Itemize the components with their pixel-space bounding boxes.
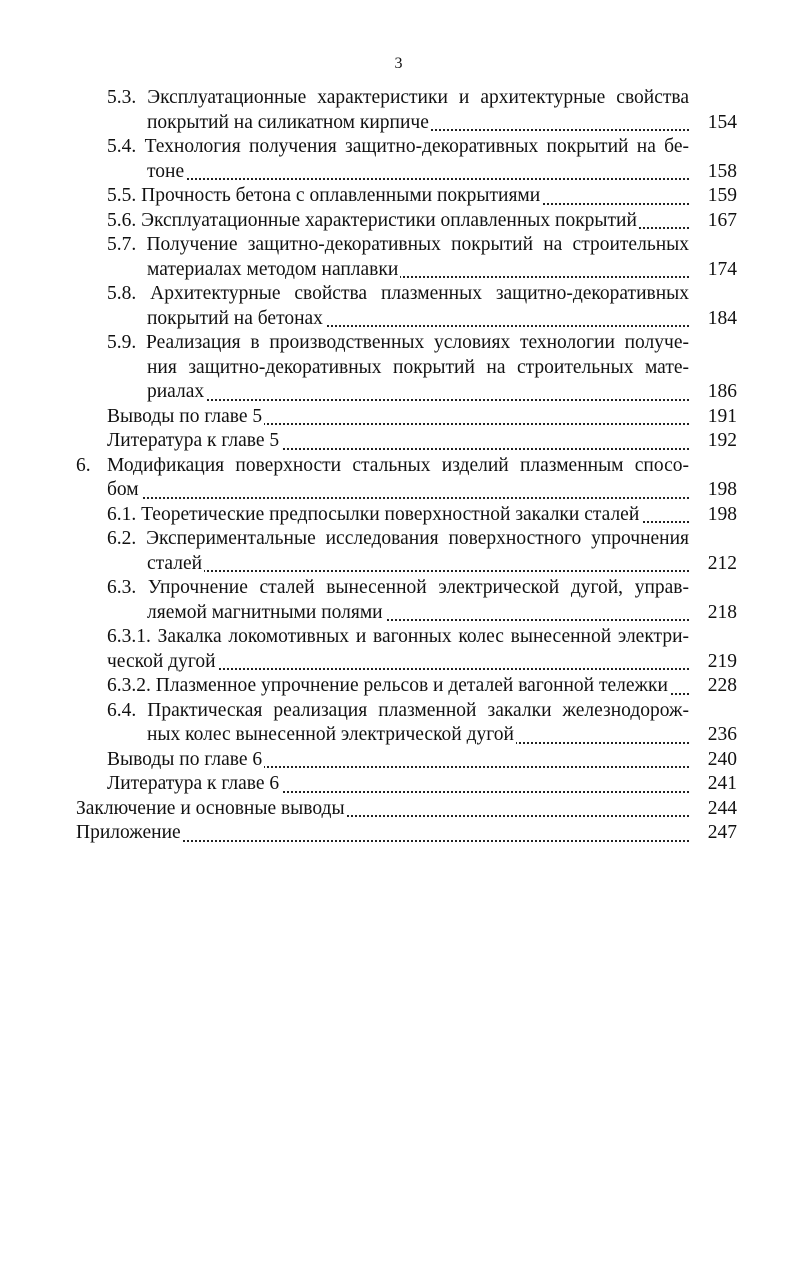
toc-entry-text: покрытий на силикатном кирпиче <box>147 111 429 133</box>
toc-entry-text: ческой дугой <box>107 650 216 672</box>
table-of-contents <box>0 86 797 846</box>
toc-page-number: 192 <box>707 430 737 451</box>
toc-entry-text: 6.2. Экспериментальные исследования поверхностного упрочнения <box>107 528 689 549</box>
toc-page-number: 186 <box>707 381 737 402</box>
toc-page-number: 218 <box>707 601 737 623</box>
toc-page-number: 154 <box>707 111 737 133</box>
toc-entry-text: Выводы по главе 5 <box>107 405 263 427</box>
toc-entry-text: Литература к главе 6 <box>107 773 280 794</box>
toc-entry-text: ния защитно-декоративных покрытий на строительных мате- <box>147 356 689 378</box>
toc-entry-text: 5.3. Эксплуатационные характеристики и архитектурные свойства <box>107 87 689 108</box>
toc-entry-text: ляемой магнитными полями <box>147 601 383 623</box>
toc-entry-6-3[interactable] <box>0 576 797 625</box>
toc-entry-text: 6.3. Упрочнение сталей вынесенной электрической дугой, управ- <box>107 577 689 598</box>
toc-entry-6-4[interactable] <box>0 699 797 748</box>
toc-page-number: 184 <box>707 307 737 329</box>
toc-entry-6-2[interactable] <box>0 527 797 576</box>
toc-entry-text: 5.4. Технология получения защитно-декоративных покрытий на бе- <box>107 136 689 157</box>
toc-page-number: 212 <box>707 552 737 574</box>
toc-entry-references-6[interactable] <box>0 772 797 797</box>
page-number: 3 <box>394 55 403 72</box>
toc-entry-text: бом <box>107 479 139 500</box>
toc-entry-chapter-6[interactable] <box>0 454 797 503</box>
toc-page-number: 167 <box>707 209 737 231</box>
toc-entry-5-4[interactable] <box>0 135 797 184</box>
toc-entry-text: Литература к главе 5 <box>107 430 280 451</box>
toc-entry-text: 5.5. Прочность бетона с оплавленными покрытиями <box>107 185 541 206</box>
toc-page-number: 159 <box>707 185 737 206</box>
toc-page-number: 240 <box>707 748 737 770</box>
toc-entry-text: 5.9. Реализация в производственных условиях технологии получе- <box>107 332 689 353</box>
toc-page-number: 191 <box>707 405 737 427</box>
toc-entry-6-3-1[interactable] <box>0 625 797 674</box>
toc-page-number: 158 <box>707 160 737 182</box>
toc-entry-5-6[interactable] <box>0 209 797 234</box>
toc-entry-text: Модификация поверхности стальных изделий плазменным спосо- <box>107 454 689 476</box>
toc-page-number: 219 <box>707 650 737 672</box>
toc-page-number: 241 <box>707 773 737 794</box>
toc-entry-text: Приложение <box>76 822 181 843</box>
toc-entry-text: ных колес вынесенной электрической дугой <box>147 724 514 745</box>
toc-entry-5-8[interactable] <box>0 282 797 331</box>
toc-entry-text: 6.1. Теоретические предпосылки поверхностной закалки сталей <box>107 503 640 525</box>
toc-entry-6-3-2[interactable] <box>0 674 797 699</box>
toc-entry-text: 5.6. Эксплуатационные характеристики оплавленных покрытий <box>107 209 637 231</box>
toc-entry-text: 6.3.1. Закалка локомотивных и вагонных колес вынесенной электри- <box>107 626 689 647</box>
toc-page-number: 198 <box>707 503 737 525</box>
toc-entry-5-3[interactable] <box>0 86 797 135</box>
toc-entry-text: 5.7. Получение защитно-декоративных покрытий на строительных <box>107 234 689 255</box>
toc-entry-text: сталей <box>147 552 203 574</box>
toc-entry-conclusion[interactable] <box>0 797 797 822</box>
toc-page-number: 174 <box>707 258 737 280</box>
toc-entry-text: 6.3.2. Плазменное упрочнение рельсов и деталей вагонной тележки <box>107 675 668 696</box>
toc-entry-text: Заключение и основные выводы <box>76 797 345 819</box>
toc-page-number: 228 <box>707 675 737 696</box>
toc-entry-text: материалах методом наплавки <box>147 258 399 280</box>
toc-entry-5-9[interactable] <box>0 331 797 405</box>
toc-entry-text: риалах <box>147 381 205 402</box>
toc-entry-text: 5.8. Архитектурные свойства плазменных защитно-декоративных <box>107 283 689 304</box>
toc-entry-text: покрытий на бетонах <box>147 307 323 329</box>
toc-entry-appendix[interactable] <box>0 821 797 846</box>
toc-entry-6-1[interactable] <box>0 503 797 528</box>
chapter-number: 6. <box>76 454 91 476</box>
toc-entry-conclusions-6[interactable] <box>0 748 797 773</box>
toc-entry-5-7[interactable] <box>0 233 797 282</box>
toc-entry-references-5[interactable] <box>0 429 797 454</box>
toc-page-number: 236 <box>707 724 737 745</box>
toc-page-number: 247 <box>707 822 737 843</box>
toc-entry-text: Выводы по главе 6 <box>107 748 263 770</box>
toc-entry-text: 6.4. Практическая реализация плазменной закалки железнодорож- <box>107 699 689 721</box>
toc-entry-5-5[interactable] <box>0 184 797 209</box>
toc-page-number: 198 <box>707 479 737 500</box>
toc-page-number: 244 <box>707 797 737 819</box>
toc-entry-conclusions-5[interactable] <box>0 405 797 430</box>
toc-entry-text: тоне <box>147 160 185 182</box>
